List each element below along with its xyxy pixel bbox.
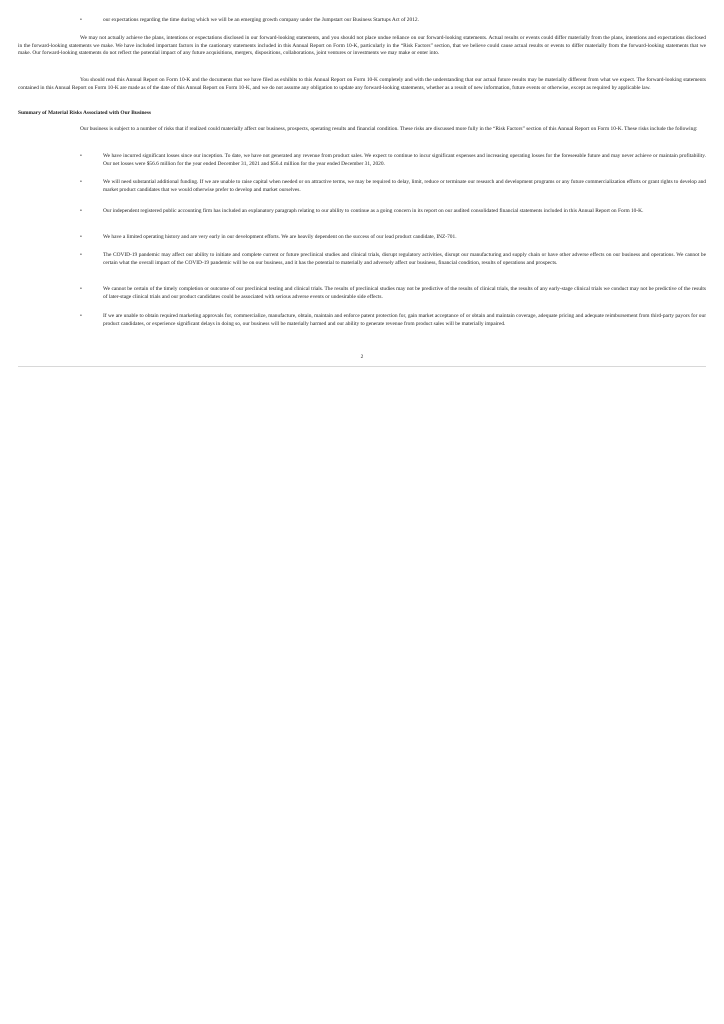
paragraph: You should read this Annual Report on Form 10-K and the documents that we have filed as exhibits to this Annual Report on Form 10-K completely and with the understanding that our actual future results may be materially different from what we expect. The forward-looking statements contained in this Annual Report on Form 10-K are made as of the date of this Annual Report on Form 10-K, and we do not assume any obligation to update any forward-looking statements, whether as a result of new information, future events or otherwise, except as required by applicable law. [18, 77, 706, 91]
section-heading: Summary of Material Risks Associated with Our Business [18, 110, 152, 116]
list-item [80, 153, 706, 168]
bullet-text: The COVID-19 pandemic may affect our ability to initiate and complete current or future preclinical studies and clinical trials, disrupt regulatory activities, disrupt our manufacturing and supply chain or have other adverse effects on our business and operations. We cannot be certain what the overall impact of the COVID-19 pandemic will be on our business, and it has the potential to materially and adversely affect our business, financial condition, results of operations and prospects. [103, 252, 706, 266]
bullet-text: We have a limited operating history and are very early in our development efforts. We are heavily dependent on the success of our lead product candidate, INZ-701. [103, 234, 457, 240]
paragraph: Our business is subject to a number of risks that if realized could materially affect our business, prospects, operating results and financial condition. These risks are discussed more fully in the “Risk Factors” section of this Annual Report on Form 10-K. These risks include the following: [80, 126, 698, 132]
list-item [80, 286, 706, 301]
page-divider [18, 366, 706, 367]
list-item [80, 234, 706, 242]
page-number: 2 [360, 354, 364, 360]
bullet-icon: • [80, 252, 82, 258]
list-item [80, 252, 706, 267]
list-item [80, 313, 706, 328]
list-item [80, 208, 706, 216]
list-item [80, 17, 706, 25]
bullet-text: Our independent registered public accounting firm has included an explanatory paragraph relating to our ability to continue as a going concern in its report on our audited consolidated financial statements included in this Annual Report on Form 10-K. [103, 208, 644, 214]
paragraph: We may not actually achieve the plans, intentions or expectations disclosed in our forward-looking statements, and you should not place undue reliance on our forward-looking statements. Actual results or events could differ materially from the plans, intentions and expectations disclosed in the forward-looking statements we make. We have included important factors in the cautionary statements included in this Annual Report on Form 10-K, particularly in the “Risk Factors” section, that we believe could cause actual results or events to differ materially from the forward-looking statements that we make. Our forward-looking statements do not reflect the potential impact of any future acquisitions, mergers, dispositions, collaborations, joint ventures or investments we may make or enter into. [18, 35, 706, 57]
bullet-icon: • [80, 313, 82, 319]
list-item [80, 179, 706, 194]
bullet-icon: • [80, 208, 82, 214]
bullet-icon: • [80, 286, 82, 292]
bullet-icon: • [80, 153, 82, 159]
bullet-text: We cannot be certain of the timely completion or outcome of our preclinical testing and clinical trials. The results of preclinical studies may not be predictive of the results of clinical trials, the results of any early-stage clinical trials we conduct may not be predictive of the results of later-stage clinical trials and our product candidates could be associated with serious adverse events or undesirable side effects. [103, 286, 706, 300]
bullet-text: We will need substantial additional funding. If we are unable to raise capital when needed or on attractive terms, we may be required to delay, limit, reduce or terminate our research and development programs or any future commercialization efforts or grant rights to develop and market product candidates that we would otherwise prefer to develop and market ourselves. [103, 179, 706, 193]
bullet-icon: • [80, 234, 82, 240]
bullet-text: We have incurred significant losses since our inception. To date, we have not generated any revenue from product sales. We expect to continue to incur significant expenses and increasing operating losses for the foreseeable future and may never achieve or maintain profitability. Our net losses were $56.6 million for the year ended December 31, 2021 and $56.4 million for the year ended December 31, 2020. [103, 153, 706, 167]
bullet-icon: • [80, 179, 82, 185]
bullet-icon: • [80, 17, 82, 23]
bullet-text: our expectations regarding the time during which we will be an emerging growth company under the Jumpstart our Business Startups Act of 2012. [103, 17, 419, 23]
bullet-text: If we are unable to obtain required marketing approvals for, commercialize, manufacture, obtain, maintain and enforce patent protection for, gain market acceptance of or obtain and maintain coverage, adequate pricing and adequate reimbursement from third-party payors for our product candidates, or experience significant delays in doing so, our business will be materially harmed and our ability to generate revenue from product sales will be materially impaired. [103, 313, 706, 327]
